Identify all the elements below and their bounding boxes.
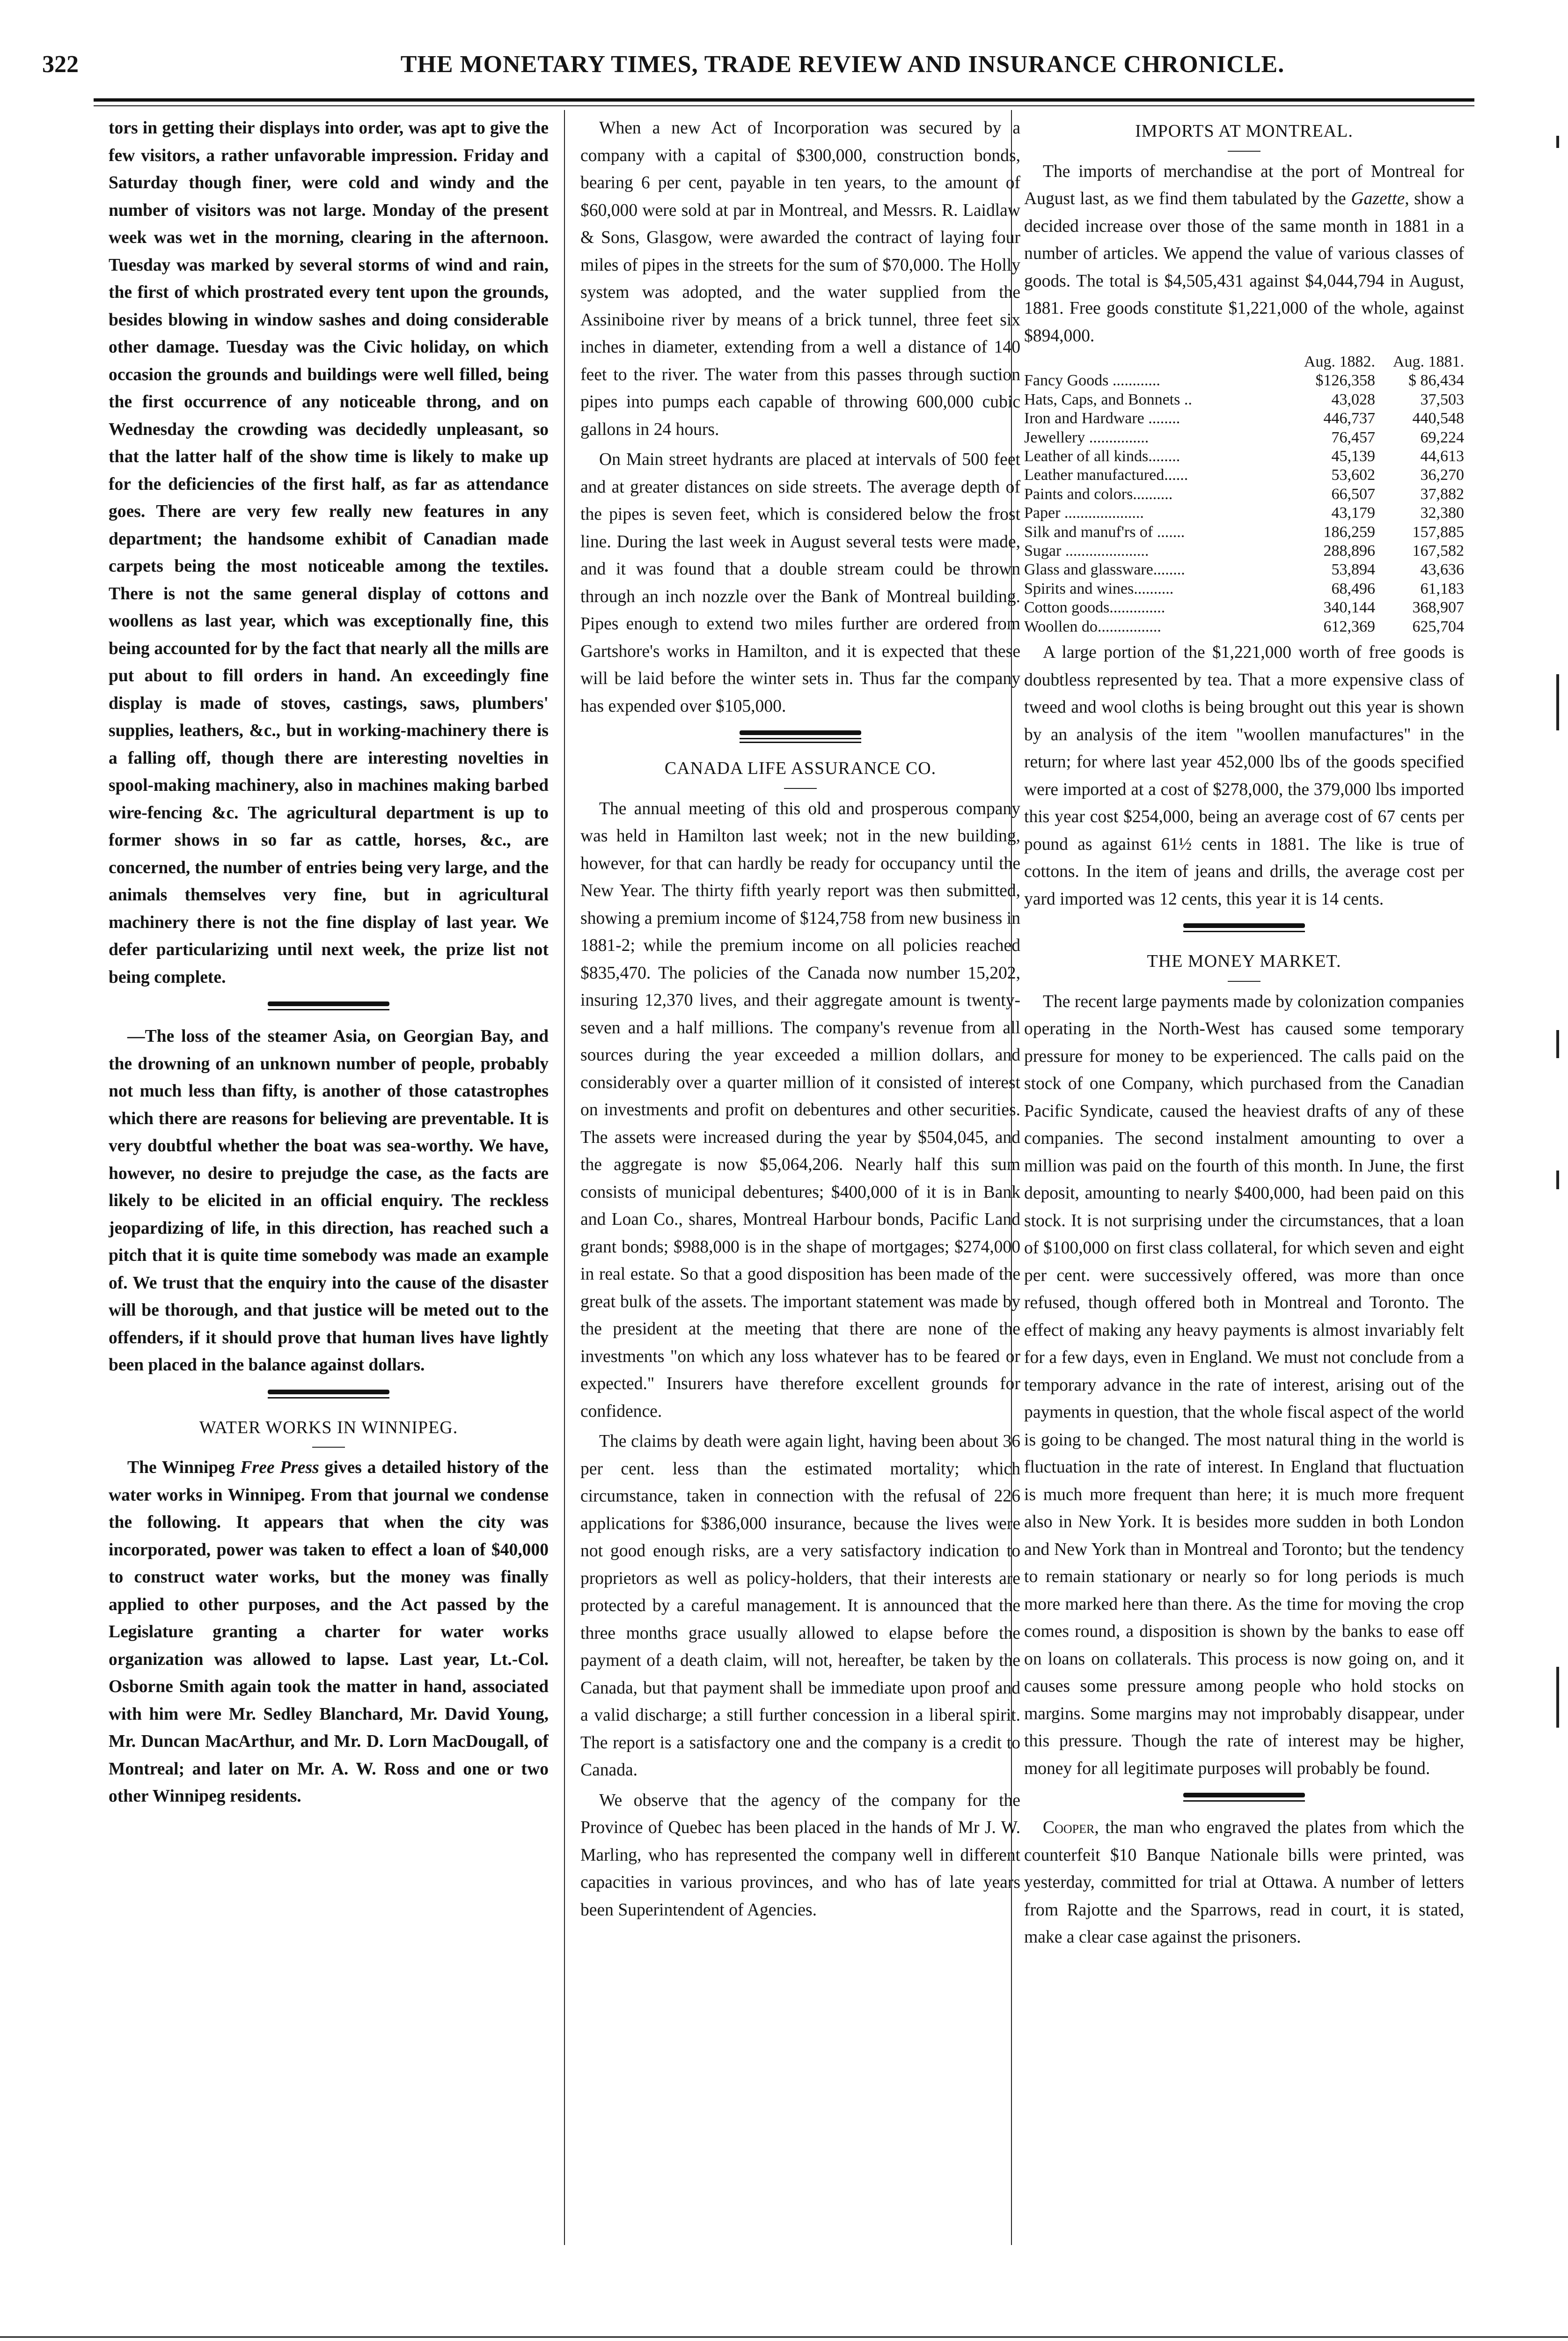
- value-1881-cell: 368,907: [1412, 599, 1464, 617]
- table-row: [1024, 371, 1464, 390]
- value-1881-cell: 167,582: [1412, 542, 1464, 560]
- section-separator: [109, 994, 549, 1023]
- value-1881-cell: 69,224: [1420, 428, 1464, 446]
- item-cell: Cotton goods..............: [1024, 599, 1165, 617]
- value-1881-cell: 625,704: [1412, 618, 1464, 635]
- section-separator: [109, 1382, 549, 1411]
- value-1881-cell: 32,380: [1420, 504, 1464, 522]
- value-1881-cell: 440,548: [1412, 410, 1464, 427]
- table-row: [1024, 542, 1464, 560]
- asia-paragraph: —The loss of the steamer Asia, on Georgian Bay, and the drowning of an unknown number of people, probably not much less than fifty, is another of those catastrophes which there are reasons for believing are preventable. It is very doubtful whether the boat was sea-worthy. We have, however, no desire to prejudge the case, as the facts are likely to be elicited in an official enquiry. The reckless jeopardizing of life, in this direction, has reached such a pitch that it is quite time somebody was made an example of. We trust that the enquiry into the cause of the disaster will be thorough, and that justice will be meted out to the offenders, if it should prove that human lives have lightly been placed in the balance against dollars.: [109, 1027, 549, 1375]
- item-cell: Leather manufactured......: [1024, 466, 1188, 484]
- margin-mark: [1556, 1170, 1559, 1189]
- exhibition-paragraph: tors in getting their displays into order, was apt to give the few visitors, a rather unfavorable impression. Friday and Saturday though finer, were cold and windy and the number of visitors was not large. Monday of the present week was wet in the morning, clearing in the afternoon. Tuesday was marked by several storms of wind and rain, the first of which prostrated every tent upon the grounds, besides blowing in window sashes and doing considerable other damage. Tuesday was the Civic holiday, on which occasion the grounds and buildings were well filled, being the first occurrence of any noticeable throng, and on Wednesday the crowding was decidedly unpleasant, so that the latter half of the show time is likely to make up for the deficiencies of the first half, as far as attendance goes. There are very few really new features in any department; the handsome exhibit of Canadian made carpets being the most noticeable among the textiles. There is not the same general display of cottons and woollens as last year, which was exceptionally fine, this being accounted for by the fact that nearly all the mills are put about to fill orders in hand. An exceedingly fine display is made of stoves, castings, saws, plumbers' supplies, leathers, &c., but in working-machinery there is a falling off, though there are interesting novelties in spool-making machinery, also in machines making barbed wire-fencing &c. The agricultural department is up to former shows in so far as cattle, horses, &c., are concerned, the number of entries being very large, and the animals themselves very fine, but in agricultural machinery there is not the fine display of last year. We defer particularizing until next week, the prize list not being complete.: [109, 118, 549, 987]
- table-row: [1024, 523, 1464, 542]
- money-market-paragraph: The recent large payments made by colonization companies operating in the North-West has caused some temporary pressure for money to be experienced. The calls paid on the stock of one Company, which purchased from the Canadian Pacific Syndicate, caused the heaviest drafts of any of these companies. The second instalment amounting to over a million was paid on the fourth of this month. In June, the first deposit, amounting to nearly $400,000, had been paid on this stock. It is not surprising under the circumstances, that a loan of $100,000 on first class collateral, for which seven and eight per cent. were successively offered, was more than once refused, though offered both in Montreal and Toronto. The effect of making any heavy payments is almost invariably felt for a few days, even in England. We must not conclude from a temporary advance in the rate of interest, arising out of the payments in question, that the whole fiscal aspect of the world is going to be changed. The most natural thing in the world is fluctuation in the rate of interest. In England that fluctuation is much more frequent than here; it is much more frequent also in New York. It is besides more sudden in both London and New York than in Montreal and Toronto; but the tendency to remain stationary or nearly so for long periods is much more marked here than there. As the time for moving the crop comes round, a disposition is shown by the banks to ease off on loans on collaterals. This process is now going on, and it causes some pressure among people who hold stocks on margins. Some margins may not improbably disappear, under this pressure. Though the rate of interest may be higher, money for all legitimate purposes will probably be found.: [1024, 992, 1464, 1778]
- heading-rule: [312, 1447, 345, 1448]
- table-row: [1024, 598, 1464, 617]
- header-rule-thin: [94, 105, 1474, 106]
- table-row: [1024, 618, 1464, 636]
- imports-paragraph-1: The imports of merchandise at the port of Montreal for August last, as we find them tabulated by the Gazette, show a decided increase over those of the same month in 1881 in a number of articles. We append the value of various classes of goods. The total is $4,505,431 against $4,044,794 in August, 1881. Free goods constitute $1,221,000 of the whole, against $894,000.: [1024, 162, 1465, 346]
- margin-mark: [1556, 136, 1559, 148]
- canada-life-paragraph-2: The claims by death were again light, having been about 36 per cent. less than the estimated mortality; which circumstance, taken in connection with the refusal of 226 applications for $386,000 insurance, because the lives were not good enough risks, are a very satisfactory indication to proprietors as well as policy-holders, that their interests are protected by a careful management. It is announced that the three months grace usually allowed to elapse before the payment of a death claim, will not, hereafter, be taken by the Canada, but that payment shall be immediate upon proof and a valid discharge; a still further concession in a liberal spirit. The report is a satisfactory one and the company is a credit to Canada.: [580, 1432, 1020, 1780]
- water-works-paragraph-1: The Winnipeg Free Press gives a detailed history of the water works in Winnipeg. From that journal we condense the following. It appears that when the city was incorporated, power was taken to effect a loan of $40,000 to construct water works, but the money was finally applied to other purposes, and the Act passed by the Legislature granting a charter for water works organization was allowed to lapse. Last year, Lt.-Col. Osborne Smith again took the matter in hand, associated with him were Mr. Sedley Blanchard, Mr. David Young, Mr. Duncan MacArthur, and Mr. D. Lorn MacDougall, of Montreal; and later on Mr. A. W. Ross and one or two other Winnipeg residents.: [109, 1458, 549, 1806]
- value-1882-cell: 43,179: [1331, 504, 1375, 522]
- value-1882-cell: 612,369: [1323, 618, 1375, 635]
- page-header: [42, 51, 1517, 79]
- imports-table-header: [1024, 353, 1464, 371]
- value-1882-cell: 53,602: [1331, 466, 1375, 484]
- item-cell: Hats, Caps, and Bonnets ..: [1024, 390, 1192, 408]
- item-cell: Leather of all kinds........: [1024, 448, 1180, 465]
- item-cell: Paper ....................: [1024, 504, 1144, 522]
- table-row: [1024, 466, 1464, 485]
- value-1881-cell: 157,885: [1412, 523, 1464, 541]
- value-1881-cell: 37,503: [1420, 390, 1464, 408]
- table-row: [1024, 560, 1464, 579]
- cooper-paragraph: Cooper, the man who engraved the plates from which the counterfeit $10 Banque Nationale bills were printed, was yesterday, committed for trial at Ottawa. A number of letters from Rajotte and the Sparrows, read in court, it is stated, make a clear case against the prisoners.: [1024, 1818, 1464, 1947]
- heading-rule: [1228, 981, 1260, 982]
- table-row: [1024, 580, 1464, 598]
- value-1882-cell: 45,139: [1331, 448, 1375, 465]
- water-works-paragraph-2: When a new Act of Incorporation was secured by a company with a capital of $300,000, construction bonds, bearing 6 per cent, payable in ten years, to the amount of $60,000 were sold at par in Montreal, and Messrs. R. Laidlaw & Sons, Glasgow, were awarded the contract of laying four miles of pipes in the streets for the sum of $70,000. The Holly system was adopted, and the water supplied from the Assiniboine river by means of a brick tunnel, three feet six inches in diameter, extending from a well a distance of 140 feet to the river. The water from this passes through suction pipes into pumps each capable of throwing 600,000 cubic gallons in 24 hours.: [580, 118, 1020, 439]
- page-number: 322: [42, 51, 79, 78]
- imports-heading: IMPORTS AT MONTREAL.: [1135, 121, 1353, 141]
- heading-rule: [784, 788, 817, 789]
- item-cell: Iron and Hardware ........: [1024, 410, 1180, 427]
- value-1882-cell: 186,259: [1323, 523, 1375, 541]
- value-1882-cell: 53,894: [1331, 561, 1375, 579]
- value-1882-cell: 340,144: [1323, 599, 1375, 617]
- column-3: [1024, 115, 1464, 1954]
- item-cell: Jewellery ...............: [1024, 428, 1149, 446]
- item-cell: Paints and colors..........: [1024, 485, 1173, 503]
- value-1881-cell: $ 86,434: [1408, 372, 1464, 390]
- table-row: [1024, 504, 1464, 523]
- water-works-paragraph-3: On Main street hydrants are placed at intervals of 500 feet and at greater distances on side streets. The average depth of the pipes is seven feet, which is considered below the frost line. During the last week in August several tests were made, and it was found that a double stream could be thrown through an inch nozzle over the Bank of Montreal building. Pipes enough to extend two miles further are ordered from Gartshore's works in Hamilton, and it is expected that these will be laid before the winter sets in. Thus far the company has expended over $105,000.: [580, 450, 1020, 716]
- masthead-title: THE MONETARY TIMES, TRADE REVIEW AND INSURANCE CHRONICLE.: [400, 51, 1285, 78]
- item-cell: Fancy Goods ............: [1024, 372, 1160, 390]
- imports-table: [1024, 353, 1464, 636]
- column-divider-1: [564, 110, 565, 2245]
- section-separator: [1024, 916, 1464, 945]
- table-row: [1024, 485, 1464, 504]
- water-works-heading: WATER WORKS IN WINNIPEG.: [199, 1417, 458, 1437]
- item-cell: Sugar .....................: [1024, 542, 1149, 560]
- value-1882-cell: 446,737: [1323, 410, 1375, 427]
- value-1882-cell: 43,028: [1331, 390, 1375, 408]
- canada-life-paragraph-3: We observe that the agency of the company for the Province of Quebec has been placed in the hands of Mr J. W. Marling, who has represented the company well in different capacities in various provinces, and who has of late years been Superintendent of Agencies.: [580, 1790, 1020, 1920]
- margin-mark: [1556, 674, 1559, 730]
- imports-paragraph-2: A large portion of the $1,221,000 worth of free goods is doubtless represented by tea. That a more expensive class of tweed and wool cloths is being brought out this year is shown by an analysis of the item "woollen manufactures" in the return; for where last year 452,000 lbs of the goods specified were imported at a cost of $278,000, the 379,000 lbs imported this year cost $254,000, being an average cost of 67 cents per pound as against 61½ cents in 1881. The like is true of cottons. In the item of jeans and drills, the average cost per yard imported was 12 cents, this year it is 14 cents.: [1024, 643, 1464, 909]
- page-bottom-rule: [0, 2336, 1568, 2338]
- margin-mark: [1556, 1667, 1559, 1728]
- item-cell: Woollen do................: [1024, 618, 1161, 635]
- section-separator: [580, 723, 1020, 752]
- canada-life-heading: CANADA LIFE ASSURANCE CO.: [664, 758, 937, 778]
- table-row: [1024, 390, 1464, 409]
- section-separator: [1024, 1785, 1464, 1814]
- value-1882-cell: $126,358: [1315, 372, 1375, 390]
- value-1882-cell: 76,457: [1331, 428, 1375, 446]
- item-cell: Silk and manuf'rs of .......: [1024, 523, 1185, 541]
- column-header-1881: Aug. 1881.: [1392, 353, 1464, 370]
- money-market-heading: THE MONEY MARKET.: [1147, 951, 1341, 972]
- item-cell: Spirits and wines..........: [1024, 580, 1174, 597]
- value-1881-cell: 36,270: [1420, 466, 1464, 484]
- table-row: [1024, 428, 1464, 447]
- value-1881-cell: 44,613: [1420, 448, 1464, 465]
- margin-mark: [1556, 1030, 1559, 1058]
- value-1881-cell: 37,882: [1420, 485, 1464, 503]
- header-rule-thick: [94, 98, 1474, 102]
- canada-life-paragraph-1: The annual meeting of this old and prosperous company was held in Hamilton last week; not in the new building, however, for that can hardly be ready for occupancy until the New Year. The thirty fifth yearly report was then submitted, showing a premium income of $124,758 from new business in 1881-2; while the premium income on all policies reached $835,470. The policies of the Canada now number 15,202, insuring 12,370 lives, and their aggregate amount is twenty-seven and a half millions. The company's revenue from all sources during the year exceeded a million dollars, and considerably over a quarter million of it consisted of interest on investments and profit on debentures and other securities. The assets were increased during the year by $504,045, and the aggregate is now $5,064,206. Nearly half this sum consists of municipal debentures; $400,000 of it is in Bank and Loan Co., shares, Montreal Harbour bonds, Pacific Land grant bonds; $988,000 is in the shape of mortgages; $274,000 in real estate. So that a good disposition has been made of the great bulk of the assets. The important statement was made by the president at the meeting that there are none of the investments "on which any loss whatever has to be feared or expected." Insurers have therefore excellent grounds for confidence.: [580, 799, 1020, 1421]
- column-header-1882: Aug. 1882.: [1304, 353, 1375, 370]
- table-row: [1024, 409, 1464, 428]
- table-row: [1024, 447, 1464, 466]
- value-1882-cell: 66,507: [1331, 485, 1375, 503]
- column-1: [109, 115, 549, 1813]
- value-1882-cell: 288,896: [1323, 542, 1375, 560]
- item-cell: Glass and glassware........: [1024, 561, 1185, 579]
- cooper-name: Cooper: [1043, 1818, 1095, 1838]
- column-2: [580, 115, 1020, 1927]
- value-1881-cell: 61,183: [1420, 580, 1464, 597]
- value-1882-cell: 68,496: [1331, 580, 1375, 597]
- value-1881-cell: 43,636: [1420, 561, 1464, 579]
- heading-rule: [1228, 151, 1260, 152]
